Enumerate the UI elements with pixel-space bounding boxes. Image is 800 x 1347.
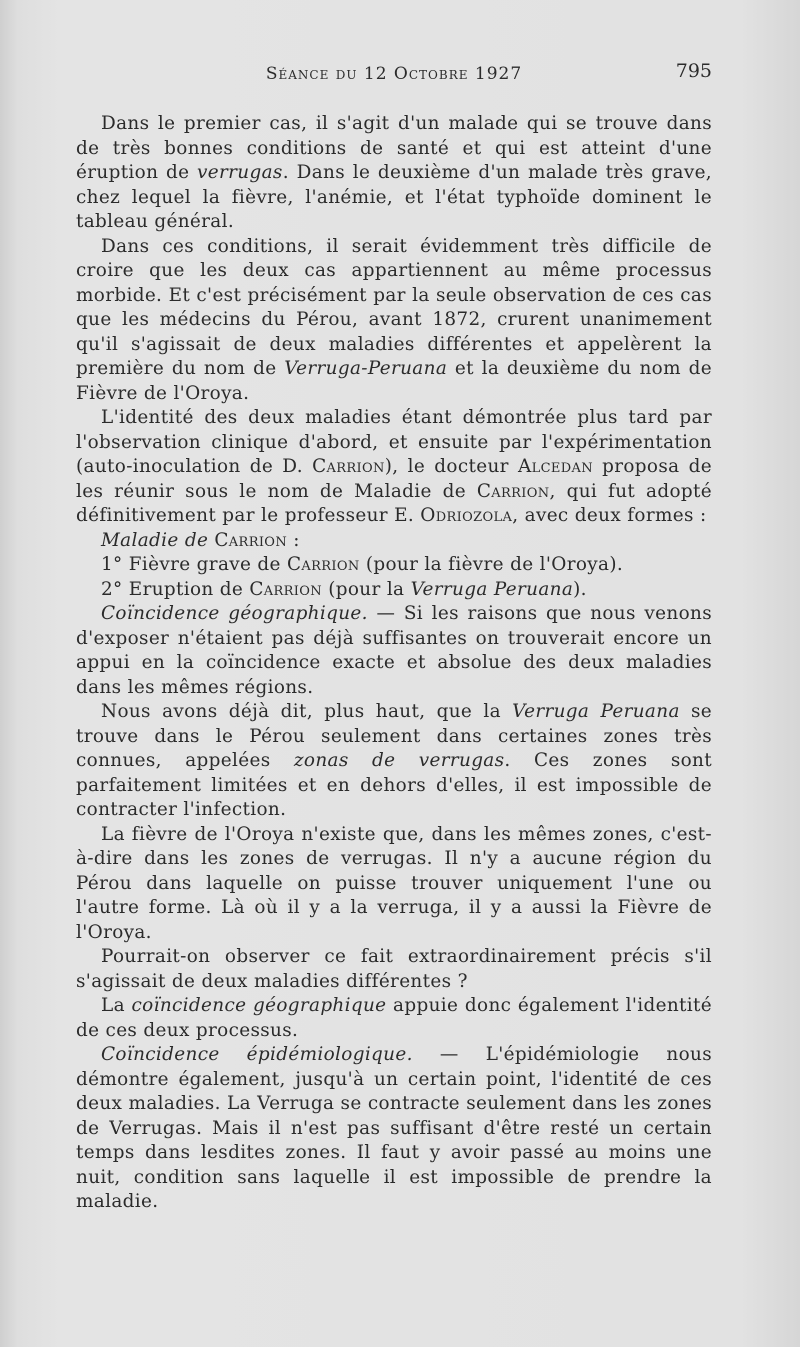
text-run: proposa de les réunir sous le nom de Maladie de bbox=[76, 456, 712, 502]
text-run: ), le docteur bbox=[384, 456, 518, 477]
small-caps-name: Alcedan bbox=[517, 456, 593, 477]
text-run: : bbox=[287, 529, 300, 551]
italic-text: Maladie de bbox=[101, 529, 209, 551]
text-run: se trouve dans le Pérou seulement dans certaines zones très connues, appelées bbox=[76, 701, 713, 771]
italic-text: Verruga Peruana bbox=[512, 701, 680, 722]
small-caps-name: Odriozola bbox=[420, 505, 513, 526]
italic-text: Coïncidence géographique. bbox=[101, 603, 368, 624]
text-run: , avec deux formes : bbox=[512, 505, 707, 526]
text-run: . Ces zones sont parfaitement limitées et en dehors d'elles, il est impossible de contracter l'infection. bbox=[76, 750, 712, 820]
text-run: Nous avons déjà dit, plus haut, que la bbox=[101, 701, 513, 722]
italic-text: zonas de verrugas bbox=[293, 750, 505, 771]
paragraph bbox=[76, 602, 712, 700]
paragraph bbox=[76, 112, 712, 235]
paragraph bbox=[76, 529, 712, 554]
text-run: La fièvre de l'Oroya n'existe que, dans les mêmes zones, c'est-à-dire dans les zones de verrugas. Il n'y a aucune région du Pérou dans laquelle on puisse trouver uniquement l'une ou l'autre forme. Là où il y a la verruga, il y a aussi la Fièvre de l'Oroya. bbox=[76, 823, 712, 943]
text-run: ). bbox=[573, 578, 587, 600]
running-head: Séance du 12 Octobre 1927 bbox=[265, 64, 523, 84]
paragraph bbox=[76, 1043, 712, 1215]
italic-text: Coïncidence épidémiologique. bbox=[101, 1044, 413, 1065]
text-run: L'identité des deux maladies étant démontrée plus tard par l'observation clinique d'abord, et ensuite par l'expérimentation (auto-inoculation de D. bbox=[76, 407, 712, 477]
text-run: (pour la bbox=[322, 578, 411, 600]
small-caps-name: Carrion bbox=[312, 456, 385, 477]
text-run: (pour la fièvre de l'Oroya). bbox=[359, 554, 624, 575]
italic-text: verrugas bbox=[197, 162, 283, 183]
italic-text: Verruga Peruana bbox=[410, 578, 574, 600]
paragraph bbox=[76, 553, 712, 578]
text-run: et la deuxième du nom de Fièvre de l'Oroya. bbox=[76, 358, 712, 404]
paragraph bbox=[76, 700, 712, 823]
text-run: Dans ces conditions, il serait évidemment très difficile de croire que les deux cas appartiennent au même processus morbide. Et c'est précisément par la seule observation de ces cas que les médecins du Pérou, avant 1872, crurent unanimement qu'il s'agissait de deux maladies différentes et appelèrent la première du nom de bbox=[76, 235, 712, 379]
small-caps-name: Carrion bbox=[476, 480, 550, 502]
text-run: — L'épidémiologie nous démontre également, jusqu'à un certain point, l'identité de ces deux maladies. La Verruga se contracte seulement dans les zones de Verrugas. Mais il n'est pas suffisant d'être resté un certain temps dans lesdites zones. Il faut y avoir passé au moins une nuit, condition sans laquelle il est impossible de prendre la maladie. bbox=[76, 1044, 712, 1212]
text-run: appuie donc également l'identité de ces deux processus. bbox=[76, 995, 713, 1041]
small-caps-name: Carrion bbox=[249, 578, 323, 600]
paragraph bbox=[76, 235, 712, 407]
paragraph bbox=[76, 994, 712, 1043]
paragraph bbox=[76, 406, 712, 529]
paragraph bbox=[76, 945, 712, 994]
text-run: 1° Fièvre grave de bbox=[101, 554, 287, 575]
small-caps-name: Carrion bbox=[286, 554, 360, 575]
italic-text: Verruga-Peruana bbox=[284, 358, 448, 379]
page-number: 795 bbox=[675, 60, 712, 82]
body-text bbox=[76, 112, 712, 1215]
text-run: , qui fut adopté définitivement par le professeur E. bbox=[76, 480, 712, 526]
text-run: — Si les raisons que nous venons d'exposer n'étaient pas déjà suffisantes on trouverait encore un appui en la coïncidence exacte et absolue des deux maladies dans les mêmes régions. bbox=[76, 603, 712, 698]
text-run: Pourrait-on observer ce fait extraordinairement précis s'il s'agissait de deux maladies différentes ? bbox=[76, 946, 712, 992]
paragraph bbox=[76, 578, 712, 603]
page-header bbox=[76, 60, 712, 90]
paragraph bbox=[76, 823, 712, 946]
text-run: 2° Eruption de bbox=[101, 578, 250, 600]
text-run: La bbox=[101, 995, 132, 1016]
text-run: Dans le premier cas, il s'agit d'un malade qui se trouve dans de très bonnes conditions de santé et qui est atteint d'une éruption de bbox=[76, 113, 712, 183]
italic-text: coïncidence géographique bbox=[131, 995, 387, 1016]
small-caps-name: Carrion bbox=[214, 529, 288, 551]
text-run: . Dans le deuxième d'un malade très grave, chez lequel la fièvre, l'anémie, et l'état typhoïde dominent le tableau général. bbox=[76, 162, 713, 232]
